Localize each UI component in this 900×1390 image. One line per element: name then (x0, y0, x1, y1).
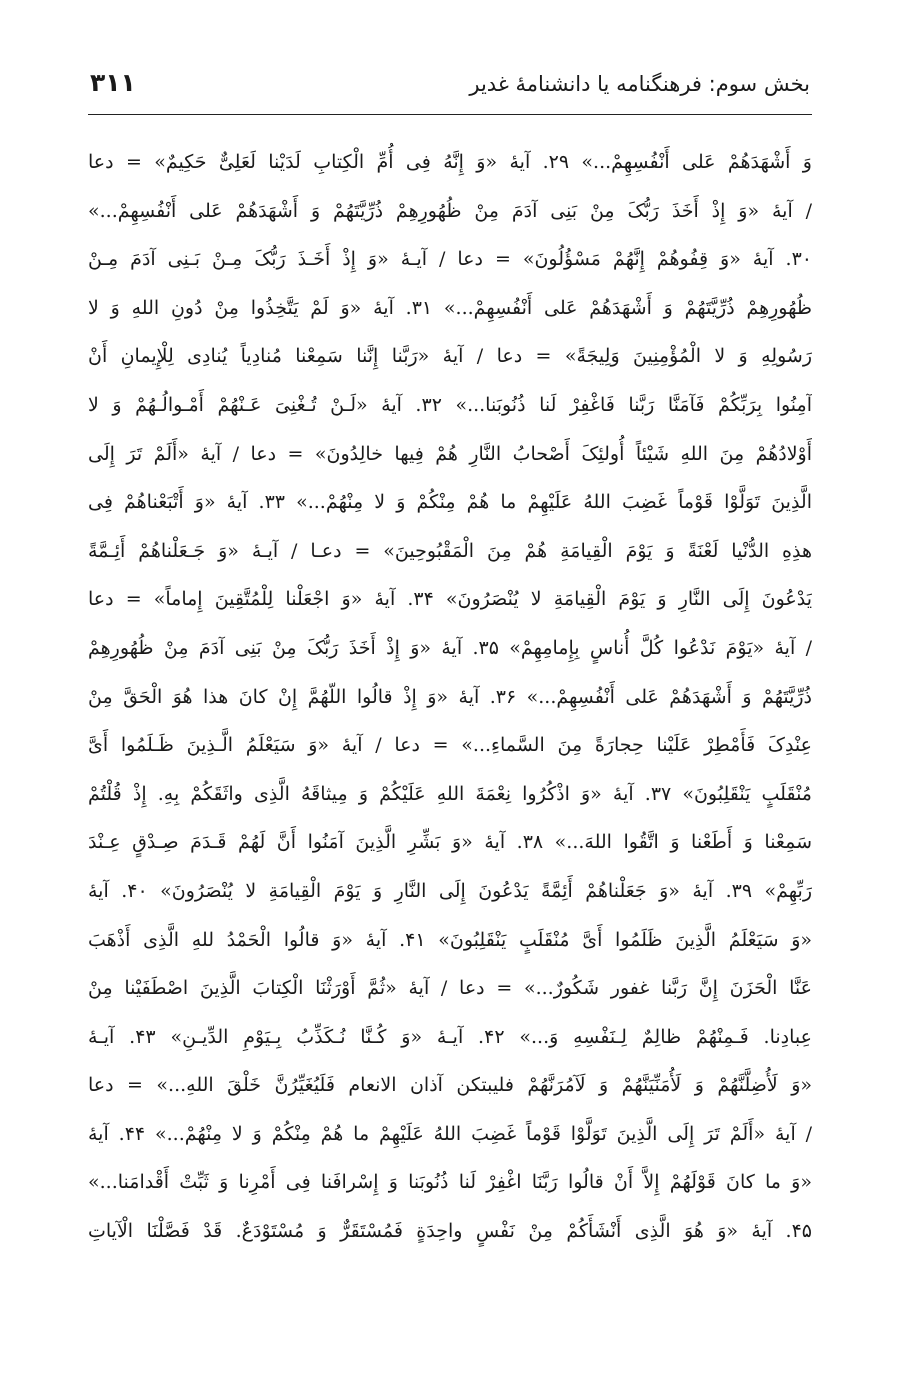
text-line: وَ أَشْهَدَهُمْ عَلی أَنْفُسِهِمْ...» ۲۹. آیهٔ «وَ إِنَّهُ فِی أُمِّ الْکِتابِ لَدَیْنا لَعَلِیٌّ حَکِیمٌ» = دعا (88, 151, 812, 173)
text-line: / آیهٔ «أَلَمْ تَرَ إِلَی الَّذِینَ تَوَلَّوْا قَوْماً غَضِبَ اللهُ عَلَیْهِمْ ما هُمْ مِنْکُمْ وَ لا مِنْهُمْ...» ۴۴. آیهٔ (88, 1122, 812, 1145)
text-line: هذِهِ الدُّنْیا لَعْنَةً وَ یَوْمَ الْقِیامَةِ هُمْ مِنَ الْمَقْبُوحِینَ» = دعـا / آیـهٔ «وَ جَـعَلْناهُمْ أَئِـمَّةً (88, 539, 812, 562)
body-text (88, 138, 812, 1256)
text-line: / آیهٔ «وَ إِذْ أَخَذَ رَبُّکَ مِنْ بَنِی آدَمَ مِنْ ظُهُورِهِمْ ذُرِّیَّتَهُمْ وَ أَشْهَدَهُمْ عَلی أَنْفُسِهِمْ...» (88, 199, 812, 222)
text-line: الَّذِینَ تَوَلَّوْا قَوْماً غَضِبَ اللهُ عَلَیْهِمْ ما هُمْ مِنْکُمْ وَ لا مِنْهُمْ...» ۳۳. آیهٔ «وَ أَتْبَعْناهُمْ فِی (88, 491, 812, 514)
text-line: عَنَّا الْحَزَنَ إِنَّ رَبَّنا غفور شَکُورٌ...» = دعا / آیهٔ «ثُمَّ أَوْرَثْنَا الْکِتابَ الَّذِینَ اصْطَفَیْنا مِنْ (88, 977, 812, 1000)
text-line: «وَ ما کانَ قَوْلَهُمْ إِلاَّ أَنْ قالُوا رَبَّنَا اغْفِرْ لَنا ذُنُوبَنا وَ إِسْرافَنا فِی أَمْرِنا وَ ثَبِّتْ أَقْدامَنا...» (88, 1171, 812, 1194)
text-line: ۳۰. آیهٔ «وَ قِفُوهُمْ إِنَّهُمْ مَسْؤُلُونَ» = دعا / آیـهٔ «وَ إِذْ أَخَـذَ رَبُّکَ مِـنْ بَـنِی آدَمَ مِـنْ (88, 248, 812, 271)
header-divider (88, 114, 812, 115)
text-line: ظُهُورِهِمْ ذُرِّیَّتَهُمْ وَ أَشْهَدَهُمْ عَلی أَنْفُسِهِمْ...» ۳۱. آیهٔ «وَ لَمْ یَتَّخِذُوا مِنْ دُونِ اللهِ وَ لا (88, 296, 812, 319)
text-line: ۴۵. آیهٔ «وَ هُوَ الَّذِی أَنْشَأَکُمْ مِنْ نَفْسٍ واحِدَةٍ فَمُسْتَقَرٌّ وَ مُسْتَوْدَعٌ. قَدْ فَصَّلْنَا الْآیاتِ (88, 1220, 812, 1243)
chapter-title: بخش سوم: فرهنگنامه یا دانشنامهٔ غدیر (469, 72, 810, 96)
page-number: ۳۱۱ (90, 68, 136, 97)
text-line: عِبادِنا. فَـمِنْهُمْ ظالِمٌ لِـنَفْسِهِ وَ...» ۴۲. آیـهٔ «وَ کُـنَّا نُـکَذِّبُ بِـیَوْمِ الدِّیـنِ» ۴۳. آیـهٔ (88, 1025, 812, 1048)
text-line: «وَ سَیَعْلَمُ الَّذِینَ ظَلَمُوا أَیَّ مُنْقَلَبٍ یَنْقَلِبُونَ» ۴۱. آیهٔ «وَ قالُوا الْحَمْدُ للهِ الَّذِی أَذْهَبَ (88, 928, 812, 951)
text-line: رَبِّهِمْ» ۳۹. آیهٔ «وَ جَعَلْناهُمْ أَئِمَّةً یَدْعُونَ إِلَی النَّارِ وَ یَوْمَ الْقِیامَةِ لا یُنْصَرُونَ» ۴۰. آیهٔ (88, 879, 812, 902)
text-line: آمِنُوا بِرَبِّکُمْ فَآمَنَّا رَبَّنا فَاغْفِرْ لَنا ذُنُوبَنا...» ۳۲. آیهٔ «لَـنْ تُـغْنِیَ عَـنْهُمْ أَمْـوالُـهُمْ وَ لا (88, 393, 812, 416)
text-line: سَمِعْنا وَ أَطَعْنا وَ اتَّقُوا اللهَ...» ۳۸. آیهٔ «وَ بَشِّرِ الَّذِینَ آمَنُوا أَنَّ لَهُمْ قَـدَمَ صِـدْقٍ عِـنْدَ (88, 831, 812, 854)
text-line: عِنْدِکَ فَأَمْطِرْ عَلَیْنا حِجارَةً مِنَ السَّماءِ...» = دعا / آیهٔ «وَ سَیَعْلَمُ الَّـذِینَ ظَـلَمُوا أَیَّ (88, 734, 812, 757)
text-line: «وَ لَأُضِلَّنَّهُمْ وَ لَأُمَنِّیَنَّهُمْ وَ لَآمُرَنَّهُمْ فلیبتکن آذان الانعام فَلَیُغَیِّرُنَّ خَلْقَ اللهِ...» = دعا (88, 1074, 812, 1097)
running-header (90, 62, 810, 112)
text-line: مُنْقَلَبٍ یَنْقَلِبُونَ» ۳۷. آیهٔ «وَ اذْکُرُوا نِعْمَةَ اللهِ عَلَیْکُمْ وَ مِیثاقَهُ الَّذِی واثَقَکُمْ بِهِ. إِذْ قُلْتُمْ (88, 782, 812, 805)
text-line: / آیهٔ «یَوْمَ نَدْعُوا کُلَّ أُناسٍ بِإِمامِهِمْ» ۳۵. آیهٔ «وَ إِذْ أَخَذَ رَبُّکَ مِنْ بَنِی آدَمَ مِنْ ظُهُورِهِمْ (88, 636, 812, 659)
text-line: یَدْعُونَ إِلَی النَّارِ وَ یَوْمَ الْقِیامَةِ لا یُنْصَرُونَ» ۳۴. آیهٔ «وَ اجْعَلْنا لِلْمُتَّقِینَ إِماماً» = دعا (88, 588, 812, 611)
text-line: أَوْلادُهُمْ مِنَ اللهِ شَیْئاً أُولئِکَ أَصْحابُ النَّارِ هُمْ فِیها خالِدُونَ» = دعا / آیهٔ «أَلَمْ تَرَ إِلَی (88, 442, 812, 465)
text-line: رَسُولِهِ وَ لا الْمُؤْمِنِینَ وَلِیجَةً» = دعا / آیهٔ «رَبَّنا إِنَّنا سَمِعْنا مُنادِیاً یُنادِی لِلْإِیمانِ أَنْ (88, 345, 812, 368)
text-line: ذُرِّیَّتَهُمْ وَ أَشْهَدَهُمْ عَلی أَنْفُسِهِمْ...» ۳۶. آیهٔ «وَ إِذْ قالُوا اللّهُمَّ إِنْ کانَ هذا هُوَ الْحَقَّ مِنْ (88, 685, 812, 708)
